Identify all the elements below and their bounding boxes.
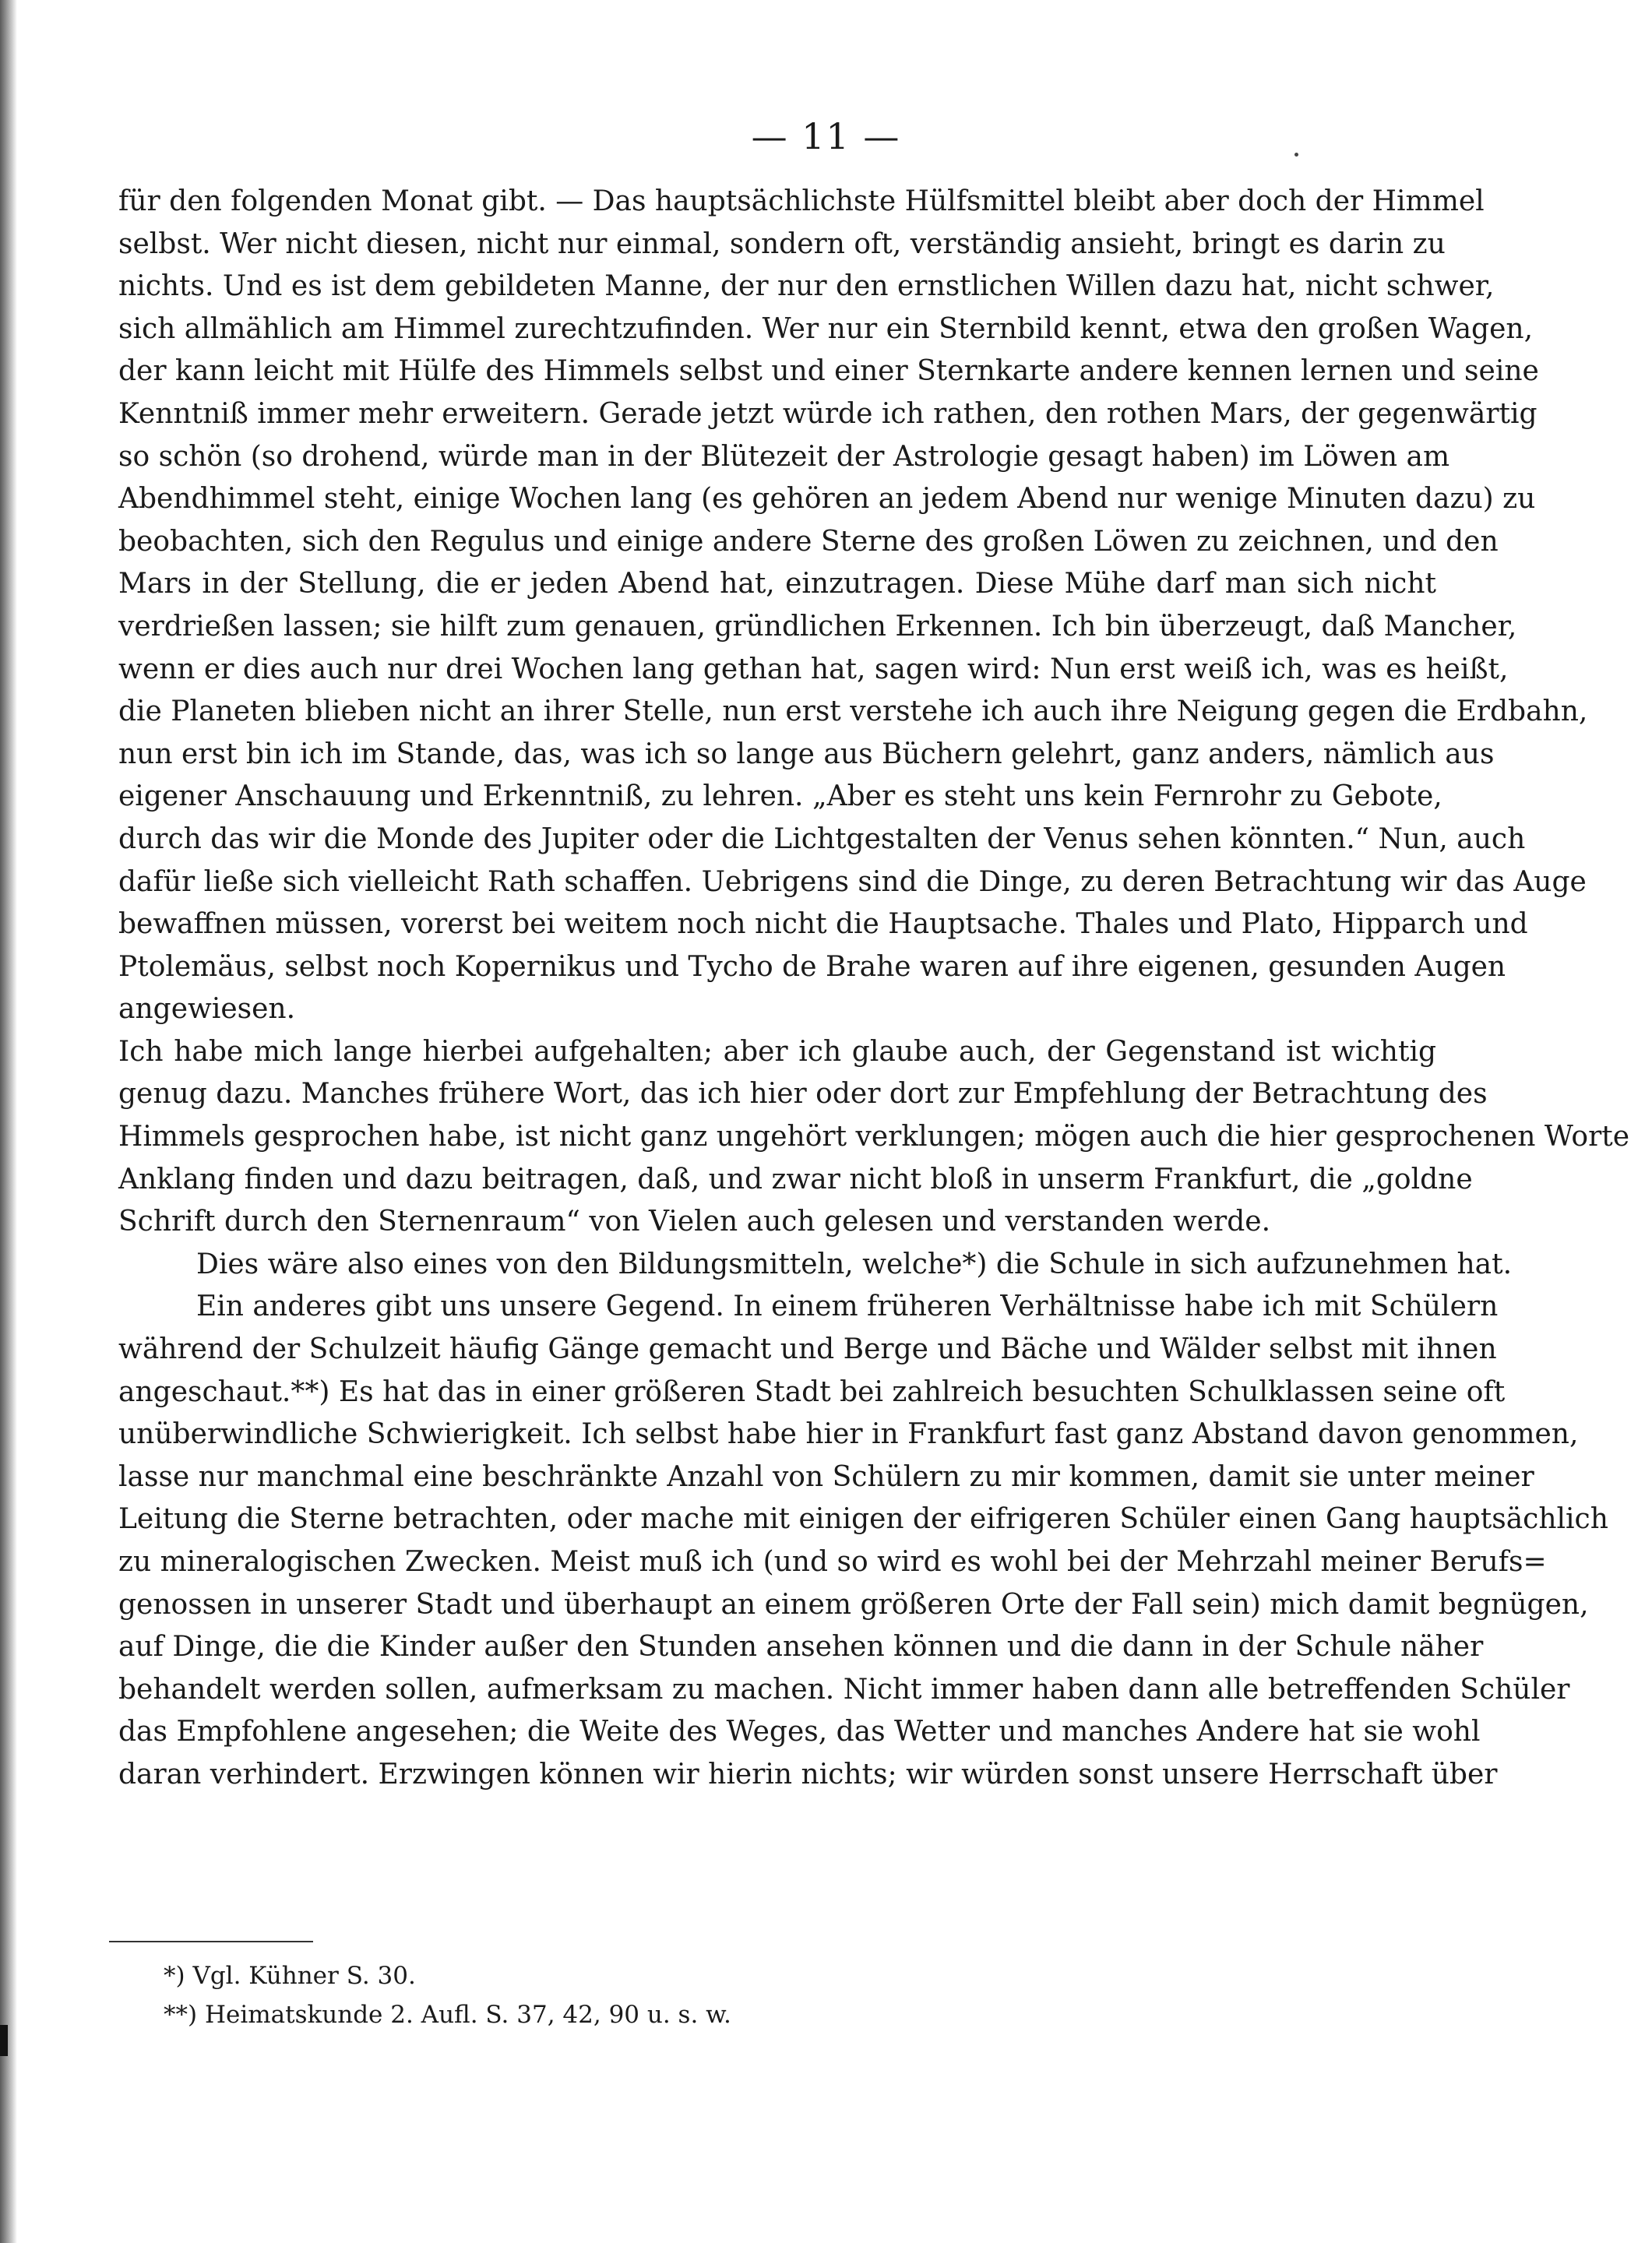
text-line: zu mineralogischen Zwecken. Meist muß ich (und so wird es wohl bei der Mehrzahl meiner Berufs= — [118, 1546, 1547, 1578]
text-line: Ein anderes gibt uns unsere Gegend. In einem früheren Verhältnisse habe ich mit Schülern — [196, 1291, 1499, 1323]
text-line: daran verhindert. Erzwingen können wir hierin nichts; wir würden sonst unsere Herrschaft über — [118, 1758, 1498, 1791]
text-line: der kann leicht mit Hülfe des Himmels selbst und einer Sternkarte andere kennen lernen und seine — [118, 355, 1539, 388]
text-line: angewiesen. — [118, 993, 296, 1026]
text-line: eigener Anschauung und Erkenntniß, zu lehren. „Aber es steht uns kein Fernrohr zu Gebote, — [118, 780, 1442, 813]
text-line: verdrießen lassen; sie hilft zum genauen, gründlichen Erkennen. Ich bin überzeugt, daß Mancher, — [118, 610, 1517, 643]
text-line: durch das wir die Monde des Jupiter oder die Lichtgestalten der Venus sehen könnten.“ Nun, auch — [118, 822, 1526, 855]
text-line: Anklang finden und dazu beitragen, daß, und zwar nicht bloß in unserm Frankfurt, die „goldne — [118, 1163, 1473, 1195]
spine-binding-mark — [0, 2025, 8, 2056]
text-line: lasse nur manchmal eine beschränkte Anzahl von Schülern zu mir kommen, damit sie unter meiner — [118, 1460, 1534, 1493]
page-number: — 11 — — [751, 115, 901, 157]
text-line: selbst. Wer nicht diesen, nicht nur einmal, sondern oft, verständig ansieht, bringt es darin zu — [118, 227, 1446, 260]
text-line: angeschaut.**) Es hat das in einer größeren Stadt bei zahlreich besuchten Schulklassen seine oft — [118, 1375, 1506, 1408]
text-line: während der Schulzeit häufig Gänge gemacht und Berge und Bäche und Wälder selbst mit ihnen — [118, 1333, 1497, 1366]
text-line: genossen in unserer Stadt und überhaupt an einem größeren Orte der Fall sein) mich damit begnügen, — [118, 1588, 1589, 1621]
text-line: nun erst bin ich im Stande, das, was ich so lange aus Büchern gelehrt, ganz anders, nämlich aus — [118, 738, 1495, 770]
text-line: Ptolemäus, selbst noch Kopernikus und Tycho de Brahe waren auf ihre eigenen, gesunden Augen — [118, 950, 1506, 983]
text-line: Ich habe mich lange hierbei aufgehalten; aber ich glaube auch, der Gegenstand ist wichtig — [118, 1035, 1436, 1068]
text-line: dafür ließe sich vielleicht Rath schaffen. Uebrigens sind die Dinge, zu deren Betrachtung wir das Auge — [118, 865, 1587, 898]
footnote: **) Heimatskunde 2. Aufl. S. 37, 42, 90 u. s. w. — [164, 2001, 731, 2029]
book-spine-shadow — [0, 0, 17, 2243]
text-line: unüberwindliche Schwierigkeit. Ich selbst habe hier in Frankfurt fast ganz Abstand davon genommen, — [118, 1418, 1579, 1451]
text-line: Kenntniß immer mehr erweitern. Gerade jetzt würde ich rathen, den rothen Mars, der gegenwärtig — [118, 397, 1538, 430]
text-line: genug dazu. Manches frühere Wort, das ich hier oder dort zur Empfehlung der Betrachtung des — [118, 1078, 1488, 1111]
text-line: auf Dinge, die die Kinder außer den Stunden ansehen können und die dann in der Schule näher — [118, 1631, 1484, 1664]
text-line: das Empfohlene angesehen; die Weite des Weges, das Wetter und manches Andere hat sie wohl — [118, 1716, 1481, 1748]
text-line: die Planeten blieben nicht an ihrer Stelle, nun erst verstehe ich auch ihre Neigung gegen die Erdbahn, — [118, 695, 1588, 728]
text-line: Dies wäre also eines von den Bildungsmitteln, welche*) die Schule in sich aufzunehmen hat. — [196, 1248, 1513, 1280]
text-line: sich allmählich am Himmel zurechtzufinden. Wer nur ein Sternbild kennt, etwa den großen Wagen, — [118, 312, 1534, 345]
text-line: so schön (so drohend, würde man in der Blütezeit der Astrologie gesagt haben) im Löwen am — [118, 440, 1450, 473]
text-line: für den folgenden Monat gibt. — Das hauptsächlichste Hülfsmittel bleibt aber doch der Himmel — [118, 185, 1485, 217]
text-line: Schrift durch den Sternenraum“ von Vielen auch gelesen und verstanden werde. — [118, 1206, 1271, 1238]
text-line: behandelt werden sollen, aufmerksam zu machen. Nicht immer haben dann alle betreffenden Schüler — [118, 1673, 1570, 1706]
text-line: Himmels gesprochen habe, ist nicht ganz ungehört verklungen; mögen auch die hier gesprochenen Worte — [118, 1121, 1630, 1153]
text-line: wenn er dies auch nur drei Wochen lang gethan hat, sagen wird: Nun erst weiß ich, was es heißt, — [118, 653, 1509, 685]
footnote: *) Vgl. Kühner S. 30. — [164, 1962, 416, 1990]
text-line: Leitung die Sterne betrachten, oder mache mit einigen der eifrigeren Schüler einen Gang hauptsächlich — [118, 1503, 1608, 1536]
footnotes — [164, 1956, 1332, 2034]
text-line: Mars in der Stellung, die er jeden Abend hat, einzutragen. Diese Mühe darf man sich nicht — [118, 568, 1436, 600]
text-line: Abendhimmel steht, einige Wochen lang (es gehören an jedem Abend nur wenige Minuten dazu) zu — [118, 483, 1536, 516]
main-text-block — [118, 181, 1630, 1797]
text-line: beobachten, sich den Regulus und einige andere Sterne des großen Löwen zu zeichnen, und den — [118, 525, 1499, 558]
footnote-divider — [109, 1941, 313, 1942]
text-line: bewaffnen müssen, vorerst bei weitem noch nicht die Hauptsache. Thales und Plato, Hipparch und — [118, 908, 1528, 941]
text-line: nichts. Und es ist dem gebildeten Manne, der nur den ernstlichen Willen dazu hat, nicht schwer, — [118, 270, 1495, 303]
